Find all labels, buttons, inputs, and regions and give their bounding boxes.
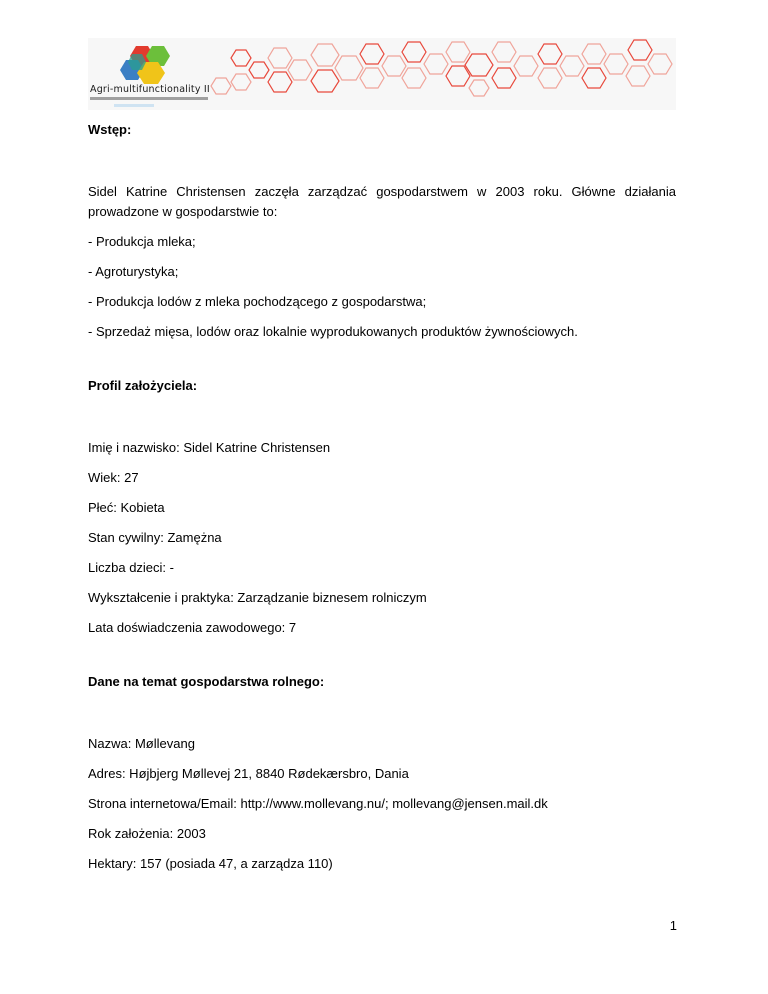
founder-field: Płeć: Kobieta	[88, 500, 165, 515]
founder-field: Wiek: 27	[88, 470, 139, 485]
farm-field: Hektary: 157 (posiada 47, a zarządza 110)	[88, 856, 333, 871]
farm-field: Adres: Højbjerg Møllevej 21, 8840 Rødekærsbro, Dania	[88, 766, 409, 781]
activity-item: - Produkcja mleka;	[88, 234, 196, 249]
founder-field: Liczba dzieci: -	[88, 560, 174, 575]
farm-heading: Dane na temat gospodarstwa rolnego:	[88, 674, 325, 689]
logo-subtitle-line	[90, 97, 208, 100]
activity-item: - Produkcja lodów z mleka pochodzącego z gospodarstwa;	[88, 294, 427, 309]
logo-hexagons	[120, 46, 170, 84]
page-number: 1	[669, 918, 677, 933]
intro-heading: Wstęp:	[88, 122, 132, 137]
logo-color-strip	[114, 104, 154, 107]
farm-field: Strona internetowa/Email: http://www.mollevang.nu/; mollevang@jensen.mail.dk	[88, 796, 548, 811]
founder-heading: Profil założyciela:	[88, 378, 198, 393]
activity-item: - Sprzedaż mięsa, lodów oraz lokalnie wyprodukowanych produktów żywnościowych.	[88, 324, 578, 339]
activity-item: - Agroturystyka;	[88, 264, 179, 279]
founder-field: Imię i nazwisko: Sidel Katrine Christensen	[88, 440, 331, 455]
founder-field: Stan cywilny: Zamężna	[88, 530, 222, 545]
founder-field: Lata doświadczenia zawodowego: 7	[88, 620, 297, 635]
outline-hexagons	[211, 40, 672, 96]
founder-field: Wykształcenie i praktyka: Zarządzanie biznesem rolniczym	[88, 590, 427, 605]
header-banner	[88, 38, 676, 110]
document-body	[88, 112, 676, 874]
farm-field: Nazwa: Møllevang	[88, 736, 195, 751]
farm-field: Rok założenia: 2003	[88, 826, 206, 841]
intro-paragraph: Sidel Katrine Christensen zaczęła zarządzać gospodarstwem w 2003 roku. Główne działania prowadzone w gospodarstwie to:	[88, 184, 676, 219]
logo-text: Agri-multifunctionality II	[90, 84, 210, 95]
